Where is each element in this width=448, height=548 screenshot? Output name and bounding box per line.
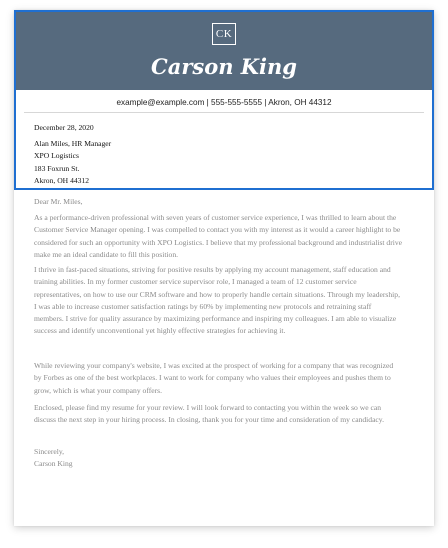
recipient-line: Alan Miles, HR Manager	[34, 139, 112, 148]
monogram: CK	[212, 23, 236, 45]
contact-line: example@example.com | 555-555-5555 | Akron, OH 44312	[116, 98, 332, 107]
recipient-line: XPO Logistics	[34, 151, 79, 161]
contact-divider	[24, 112, 424, 113]
recipient-line: 183 Foxrun St.	[34, 163, 80, 173]
paragraph-text: While reviewing your company's website, I was excited at the prospect of working for a company that was recognized by Forbes as one of the best workplaces. I want to work for company who values their employees and pushes them to grow, which is what your company offers.	[34, 361, 394, 395]
paragraph-2	[34, 264, 402, 338]
paragraph-4	[34, 402, 402, 427]
recipient-block	[34, 138, 111, 187]
paragraph-3	[34, 360, 402, 397]
closing: Sincerely,	[34, 447, 65, 456]
applicant-name: Carson King	[151, 54, 297, 79]
header-band	[14, 10, 434, 90]
salutation: Dear Mr. Miles,	[34, 197, 83, 206]
letter-date: December 28, 2020	[34, 123, 94, 132]
paragraph-text: Enclosed, please find my resume for your review. I will look forward to contacting you within the week so we can discuss the next step in your hiring process. In closing, thank you for your time and consideration of my candidacy.	[34, 403, 385, 425]
paragraph-1	[34, 212, 402, 261]
paragraph-text: I thrive in fast-paced situations, striving for positive results by applying my account management, staff education and training abilities. In my former customer service supervisor role, I managed a team of 12 customer service representatives, on how to use our CRM software and how to properly handle certain situations. Through my leadership, I was able to increase customer satisfaction ratings by 60% by implementing new protocols and retraining staff members. I strive for quality assurance by maximizing performance and inspiring my colleagues. I am able to visualize success and identify unconventional yet highly effective strategies for achieving it.	[34, 265, 400, 336]
paragraph-text: As a performance-driven professional with seven years of customer service experience, I was thrilled to learn about the Customer Service Manager opening. I was compelled to contact you with my interest as it would a career highlight to be considered for such an opportunity with XPO Logistics. I believe that my professional background and industrialist drive make me an ideal candidate to fill this position.	[34, 213, 403, 259]
signature: Carson King	[34, 459, 73, 468]
recipient-line: Akron, OH 44312	[34, 175, 90, 185]
